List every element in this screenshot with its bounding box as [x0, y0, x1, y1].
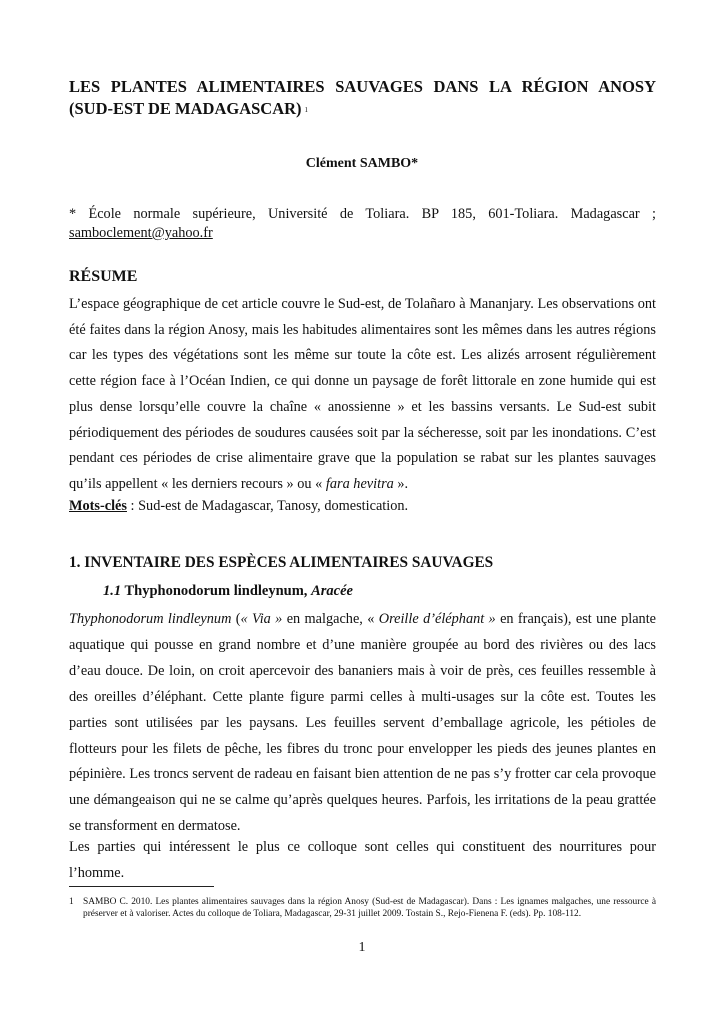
keywords-line — [69, 494, 656, 519]
footnote — [69, 896, 656, 920]
footnote-text: SAMBO C. 2010. Les plantes alimentaires sauvages dans la région Anosy (Sud-est de Madagascar). Dans : Les ignames malgaches, une ressource à préserver et à valoriser. Actes du colloque de Toliara, Madagascar, 29-31 juillet 2009. Tostain S., Rejo-Fienena F. (eds). Pp. 108-112. — [83, 897, 656, 919]
local-name-italic: « Via » — [240, 611, 283, 627]
body-paragraph-2: Les parties qui intéressent le plus ce colloque sont celles qui constituent des nourritures pour l’homme. — [69, 839, 656, 881]
footnote-separator — [69, 886, 214, 887]
affiliation-text: * École normale supérieure, Université de Toliara. BP 185, 601-Toliara. Madagascar ; — [69, 206, 656, 222]
author-affiliation — [69, 205, 656, 243]
section-heading-1: 1. INVENTAIRE DES ESPÈCES ALIMENTAIRES SAUVAGES — [69, 554, 494, 571]
subsection-species: Thyphonodorum lindleynum, — [124, 583, 308, 599]
keywords-separator: : — [130, 498, 135, 514]
footnote-number: 1 — [69, 897, 74, 907]
abstract-heading: RÉSUME — [69, 268, 138, 285]
author-email-link[interactable]: samboclement@yahoo.fr — [69, 225, 213, 241]
subsection-number: 1.1 — [103, 583, 122, 599]
author-name: Clément SAMBO* — [305, 156, 419, 171]
malagasy-label: en malgache, « — [286, 611, 375, 627]
subsection-family: Aracée — [311, 583, 353, 599]
body-paragraph-1 — [69, 607, 656, 840]
page-number: 1 — [358, 940, 366, 955]
open-paren: ( — [235, 611, 241, 627]
species-italic: Thyphonodorum lindleynum — [69, 611, 232, 627]
keywords-label: Mots-clés — [69, 498, 127, 514]
keywords-list: Sud-est de Madagascar, Tanosy, domestication. — [138, 498, 409, 514]
abstract-italic-term: fara hevitra — [325, 475, 394, 492]
paper-title — [69, 76, 656, 121]
abstract-text: L’espace géographique de cet article couvre le Sud-est, de Tolañaro à Mananjary. Les observations ont été faites dans la région Anosy, mais les habitudes alimentaires sont les mêmes dans les autres régions car les types des végétations sont les même sur toute la côte est. Les alizés arrosent régulièrement cette région face à l’Océan Indien, ce qui donne un paysage de forêt littorale en zone humide qui est plus dense lorsqu’elle couvre la chaîne « anossienne » et les bassins versants. Le Sud-est subit périodiquement des périodes de soudures causées soit par la sécheresse, soit par les inondations. C’est pendant ces périodes de crise alimentaire grave que la population se rabat sur les plantes sauvages qu’ils appellent « les derniers recours » ou « — [69, 296, 656, 492]
subsection-heading-1-1 — [103, 583, 353, 600]
abstract-text-end: ». — [397, 475, 409, 492]
abstract-paragraph — [69, 292, 656, 498]
title-footnote-mark[interactable]: 1 — [304, 106, 309, 114]
paragraph-1-rest: en français), est une plante aquatique qui pousse en grand nombre et d’une manière groupée au bord des rivières ou des lacs d’eau douce. De loin, on croit apercevoir des bananiers mais à voir de près, ces feuilles ressemble à des oreilles d’éléphant. Cette plante figure parmi celles à multi-usages sur la côte est. Toutes les parties sont utilisées par les paysans. Les feuilles servent d’emballage agricole, les pétioles de flotteurs pour les filets de pêche, les fibres du tronc pour envelopper les pieds des jeunes plantes en pépinière. Les troncs servent de radeau en faisant bien attention de ne pas s’y frotter car cela provoque une démangeaison qui ne se calme qu’après quelques heures. Parfois, les irritations de la peau grattée se transforment en dermatose. — [69, 611, 657, 835]
french-name-italic: Oreille d’éléphant » — [378, 611, 496, 627]
paper-title-text: LES PLANTES ALIMENTAIRES SAUVAGES DANS LA RÉGION ANOSY (SUD-EST DE MADAGASCAR) — [69, 77, 656, 118]
